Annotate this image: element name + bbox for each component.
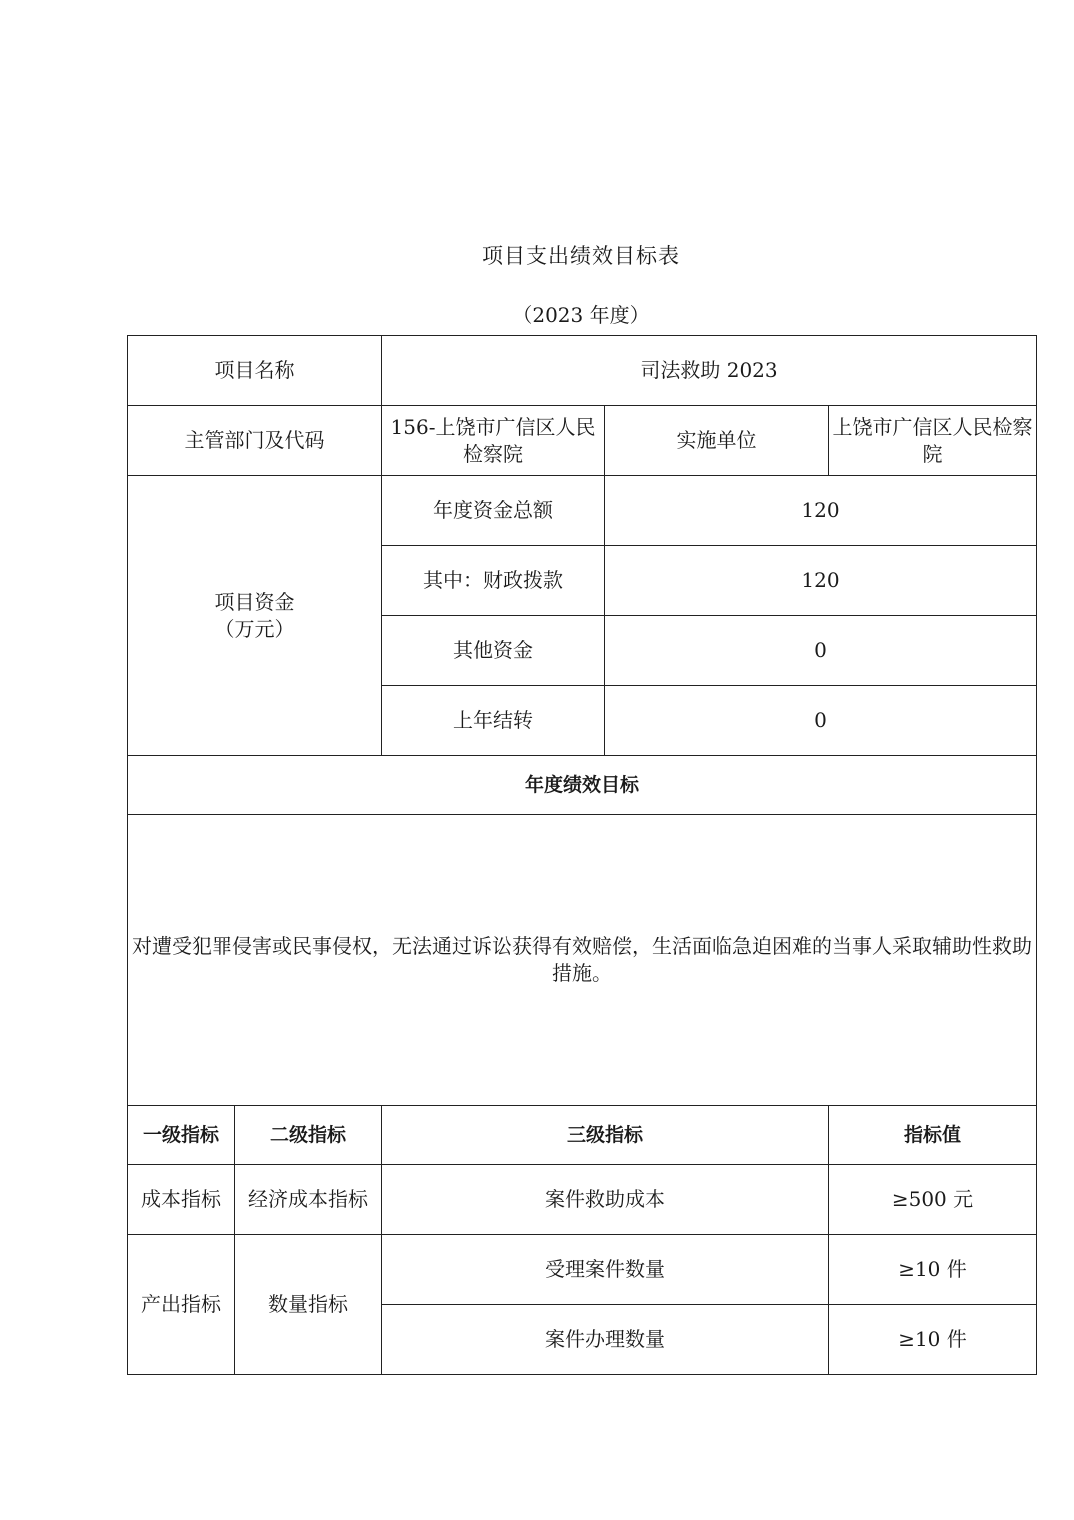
department-row bbox=[128, 406, 1037, 476]
output-value: ≥10 件 bbox=[829, 1235, 1037, 1305]
goal-heading-row bbox=[128, 756, 1037, 815]
funds-row bbox=[128, 476, 1037, 546]
funds-row-label: 年度资金总额 bbox=[382, 476, 605, 546]
cost-level1: 成本指标 bbox=[128, 1165, 235, 1235]
implementing-unit-value: 上饶市广信区人民检察院 bbox=[829, 406, 1037, 476]
cost-level3: 案件救助成本 bbox=[382, 1165, 829, 1235]
department-value: 156-上饶市广信区人民检察院 bbox=[382, 406, 605, 476]
funds-unit-text: （万元） bbox=[214, 616, 295, 641]
output-level3: 案件办理数量 bbox=[382, 1305, 829, 1375]
cost-indicator-row bbox=[128, 1165, 1037, 1235]
cost-level2: 经济成本指标 bbox=[235, 1165, 382, 1235]
header-value: 指标值 bbox=[829, 1106, 1037, 1165]
goal-text-row bbox=[128, 815, 1037, 1106]
department-label: 主管部门及代码 bbox=[128, 406, 382, 476]
funds-row-value: 0 bbox=[605, 686, 1037, 756]
funds-row-label: 上年结转 bbox=[382, 686, 605, 756]
document-title: 项目支出绩效目标表 bbox=[482, 244, 680, 268]
performance-target-table bbox=[127, 335, 1037, 1375]
output-level2: 数量指标 bbox=[235, 1235, 382, 1375]
funds-label bbox=[128, 476, 382, 756]
header-level2: 二级指标 bbox=[235, 1106, 382, 1165]
output-level3: 受理案件数量 bbox=[382, 1235, 829, 1305]
project-name-value: 司法救助 2023 bbox=[382, 336, 1037, 406]
funds-row-label: 其他资金 bbox=[382, 616, 605, 686]
project-name-label: 项目名称 bbox=[128, 336, 382, 406]
goal-text: 对遭受犯罪侵害或民事侵权，无法通过诉讼获得有效赔偿，生活面临急迫困难的当事人采取辅助性救助措施。 bbox=[128, 815, 1037, 1106]
header-level3: 三级指标 bbox=[382, 1106, 829, 1165]
indicator-header-row bbox=[128, 1106, 1037, 1165]
output-level1: 产出指标 bbox=[128, 1235, 235, 1375]
goal-heading: 年度绩效目标 bbox=[128, 756, 1037, 815]
cost-value: ≥500 元 bbox=[829, 1165, 1037, 1235]
project-name-row bbox=[128, 336, 1037, 406]
funds-row-value: 120 bbox=[605, 546, 1037, 616]
output-value: ≥10 件 bbox=[829, 1305, 1037, 1375]
funds-row-value: 120 bbox=[605, 476, 1037, 546]
funds-label-text: 项目资金 bbox=[214, 589, 295, 614]
header-level1: 一级指标 bbox=[128, 1106, 235, 1165]
funds-row-value: 0 bbox=[605, 616, 1037, 686]
document-year: （2023 年度） bbox=[512, 303, 650, 327]
funds-row-label: 其中：财政拨款 bbox=[382, 546, 605, 616]
output-indicator-row bbox=[128, 1235, 1037, 1305]
implementing-unit-label: 实施单位 bbox=[605, 406, 829, 476]
